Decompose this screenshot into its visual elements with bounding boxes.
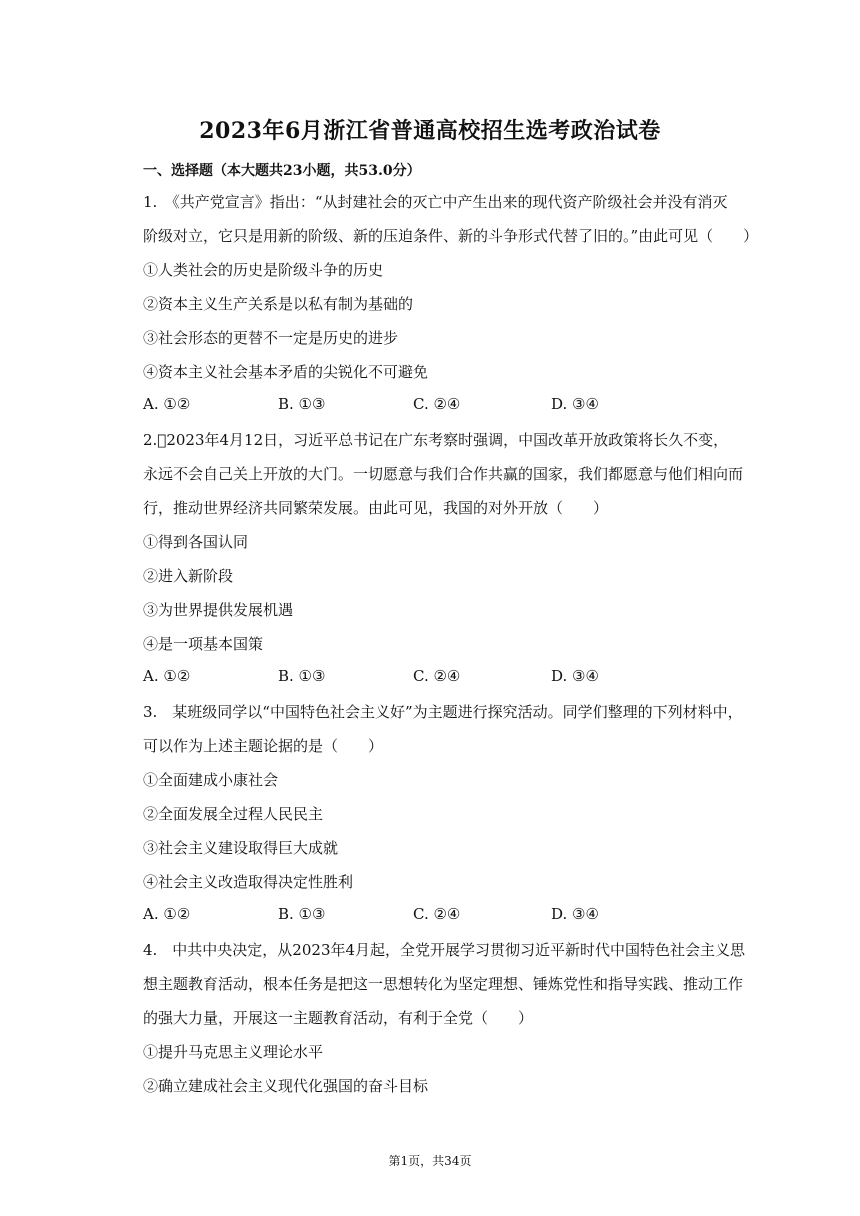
question-3-item-3: ③社会主义建设取得巨大成就: [143, 839, 339, 857]
question-4-item-2: ②确立建成社会主义现代化强国的奋斗目标: [143, 1077, 429, 1095]
question-1-item-2: ②资本主义生产关系是以私有制为基础的: [143, 295, 414, 313]
question-3-item-1: ①全面建成小康社会: [143, 771, 279, 789]
question-1-item-4: ④资本主义社会基本矛盾的尖锐化不可避免: [143, 363, 429, 381]
option-c[interactable]: C. ②④: [413, 395, 461, 413]
question-4-line-3: 的强大力量，开展这一主题教育活动，有利于全党（ ）: [143, 1009, 534, 1027]
option-b[interactable]: B. ①③: [278, 905, 326, 923]
question-3-item-4: ④社会主义改造取得决定性胜利: [143, 873, 354, 891]
option-d[interactable]: D. ③④: [551, 395, 599, 413]
question-2-line-2: 永远不会自己关上开放的大门。一切愿意与我们合作共赢的国家，我们都愿意与他们相向而: [143, 465, 744, 483]
option-c[interactable]: C. ②④: [413, 905, 461, 923]
question-3-line-1: 3. 某班级同学以“中国特色社会主义好”为主题进行探究活动。同学们整理的下列材料中，: [143, 703, 743, 721]
option-d[interactable]: D. ③④: [551, 667, 599, 685]
question-2-item-1: ①得到各国认同: [143, 533, 249, 551]
option-c[interactable]: C. ②④: [413, 667, 461, 685]
option-b[interactable]: B. ①③: [278, 395, 326, 413]
question-4-item-1: ①提升马克思主义理论水平: [143, 1043, 324, 1061]
option-b[interactable]: B. ①③: [278, 667, 326, 685]
option-a[interactable]: A. ①②: [143, 667, 191, 685]
question-2-line-1: 2. 2023年4月12日，习近平总书记在广东考察时强调，中国改革开放政策将长久不变，: [143, 431, 729, 449]
question-4-line-2: 想主题教育活动，根本任务是把这一思想转化为坚定理想、锤炼党性和指导实践、推动工作: [143, 975, 744, 993]
question-2-item-2: ②进入新阶段: [143, 567, 234, 585]
question-2-line-3: 行，推动世界经济共同繁荣发展。由此可见，我国的对外开放（ ）: [143, 499, 609, 517]
option-d[interactable]: D. ③④: [551, 905, 599, 923]
question-1-item-1: ①人类社会的历史是阶级斗争的历史: [143, 261, 384, 279]
question-1-line-2: 阶级对立，它只是用新的阶级、新的压迫条件、新的斗争形式代替了旧的。”由此可见（ ）: [143, 227, 759, 245]
question-3-line-2: 可以作为上述主题论据的是（ ）: [143, 737, 384, 755]
option-a[interactable]: A. ①②: [143, 905, 191, 923]
question-1-line-1: 1. 《共产党宣言》指出：“从封建社会的灭亡中产生出来的现代资产阶级社会并没有消灭: [143, 193, 728, 211]
page-number: 第1页，共34页: [388, 1154, 472, 1168]
page-title: 2023年6月浙江省普通高校招生选考政治试卷: [199, 118, 661, 144]
section-heading: 一、选择题（本大题共23小题，共53.0分）: [143, 163, 421, 179]
question-3-item-2: ②全面发展全过程人民民主: [143, 805, 324, 823]
question-2-item-3: ③为世界提供发展机遇: [143, 601, 294, 619]
question-1-item-3: ③社会形态的更替不一定是历史的进步: [143, 329, 399, 347]
question-2-item-4: ④是一项基本国策: [143, 635, 264, 653]
option-a[interactable]: A. ①②: [143, 395, 191, 413]
question-4-line-1: 4. 中共中央决定，从2023年4月起，全党开展学习贯彻习近平新时代中国特色社会主义思: [143, 941, 746, 959]
